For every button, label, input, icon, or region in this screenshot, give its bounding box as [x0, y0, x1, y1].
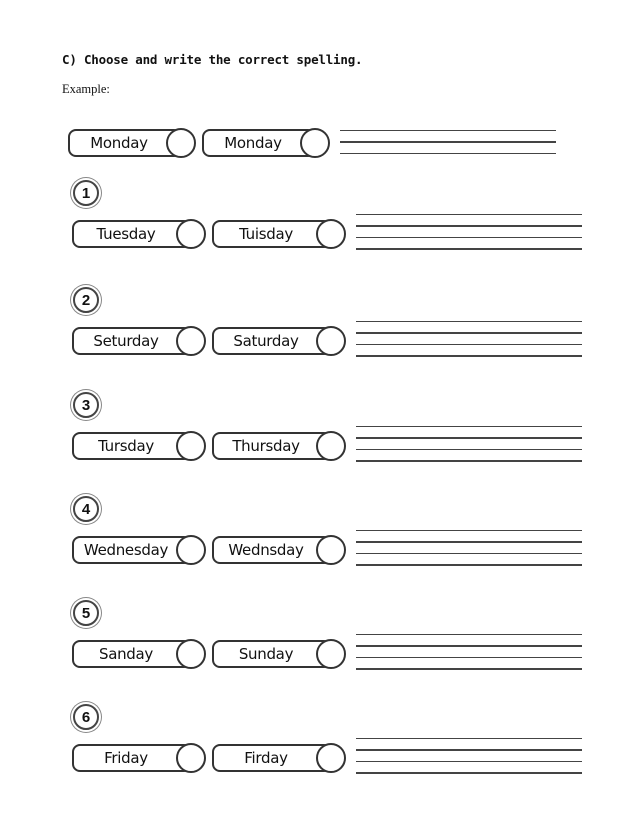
checkbox-circle[interactable]: [316, 219, 346, 249]
option-b[interactable]: [212, 639, 346, 669]
question-number-badge: 6: [73, 704, 99, 730]
question-number-badge: 5: [73, 600, 99, 626]
option-label: Wednsday: [212, 536, 330, 564]
checkbox-circle[interactable]: [316, 535, 346, 565]
option-label: Tuesday: [72, 220, 190, 248]
checkbox-circle[interactable]: [316, 431, 346, 461]
writing-lines[interactable]: [356, 426, 582, 472]
exercise-heading: C) Choose and write the correct spelling.: [62, 52, 363, 67]
checkbox-circle[interactable]: [176, 326, 206, 356]
question-number-badge: 4: [73, 496, 99, 522]
writing-lines[interactable]: [356, 214, 582, 260]
checkbox-circle[interactable]: [316, 743, 346, 773]
option-label: Tuisday: [212, 220, 330, 248]
checkbox-circle[interactable]: [176, 743, 206, 773]
question-number-badge: 3: [73, 392, 99, 418]
option-a[interactable]: [72, 326, 206, 356]
question-number-badge: 2: [73, 287, 99, 313]
option-b[interactable]: [212, 743, 346, 773]
example-label: Example:: [62, 82, 110, 96]
checkbox-circle[interactable]: [176, 219, 206, 249]
option-a[interactable]: [72, 639, 206, 669]
option-b[interactable]: [212, 431, 346, 461]
writing-lines[interactable]: [356, 321, 582, 367]
option-label: Monday: [202, 129, 314, 157]
option-b[interactable]: [212, 535, 346, 565]
writing-lines[interactable]: [356, 738, 582, 784]
option-a[interactable]: [72, 219, 206, 249]
writing-lines[interactable]: [340, 130, 556, 164]
checkbox-circle[interactable]: [176, 639, 206, 669]
option-a[interactable]: [72, 743, 206, 773]
option-label: Seturday: [72, 327, 190, 355]
option-label: Monday: [68, 129, 180, 157]
writing-lines[interactable]: [356, 634, 582, 680]
option-label: Tursday: [72, 432, 190, 460]
checkbox-circle[interactable]: [176, 431, 206, 461]
question-number-badge: 1: [73, 180, 99, 206]
checkbox-circle[interactable]: [166, 128, 196, 158]
option-label: Wednesday: [72, 536, 190, 564]
option-a[interactable]: [72, 431, 206, 461]
option-label: Friday: [72, 744, 190, 772]
option-b[interactable]: [212, 326, 346, 356]
option-label: Firday: [212, 744, 330, 772]
option-a[interactable]: [72, 535, 206, 565]
checkbox-circle[interactable]: [316, 639, 346, 669]
writing-lines[interactable]: [356, 530, 582, 576]
option-label: Sanday: [72, 640, 190, 668]
checkbox-circle[interactable]: [316, 326, 346, 356]
example-option-b[interactable]: [202, 128, 330, 158]
option-label: Sunday: [212, 640, 330, 668]
checkbox-circle[interactable]: [176, 535, 206, 565]
option-b[interactable]: [212, 219, 346, 249]
example-option-a[interactable]: [68, 128, 196, 158]
checkbox-circle[interactable]: [300, 128, 330, 158]
option-label: Saturday: [212, 327, 330, 355]
option-label: Thursday: [212, 432, 330, 460]
